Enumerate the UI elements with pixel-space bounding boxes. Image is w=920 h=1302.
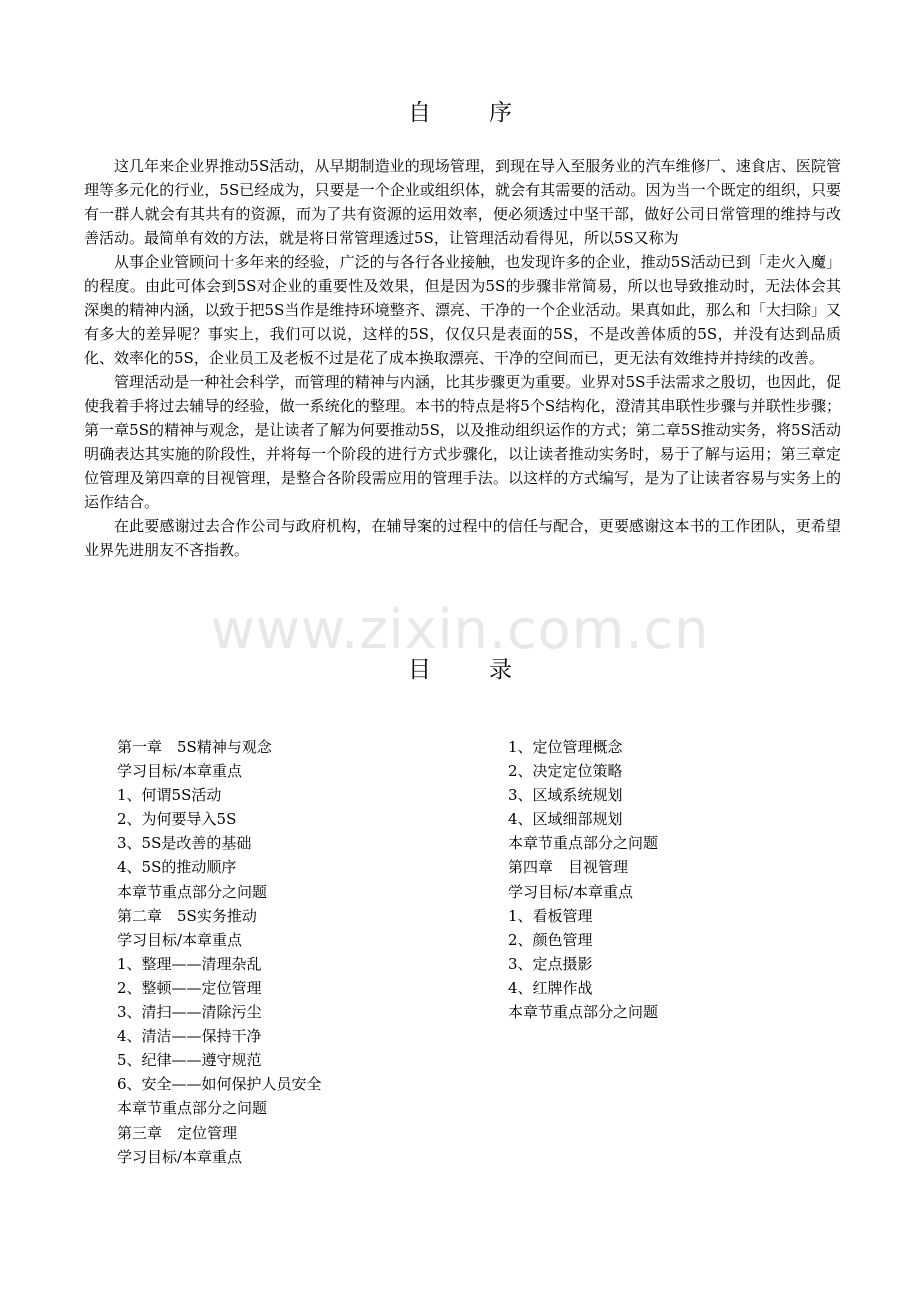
toc-entry: 2、颜色管理 [508,930,593,949]
toc-entry: 1、定位管理概念 [508,738,623,756]
toc-entry: 第一章 5S精神与观念 [117,738,272,756]
toc-entry: 4、清洁——保持干净 [117,1027,262,1046]
toc-entry: 第四章 目视管理 [508,858,629,877]
toc-entry: 2、决定定位策略 [508,762,623,781]
toc-entry: 2、整顿——定位管理 [117,978,262,997]
toc-entry: 学习目标/本章重点 [508,882,634,901]
toc-entry: 学习目标/本章重点 [117,762,243,781]
toc-entry: 5、纪律——遵守规范 [117,1051,262,1070]
toc-entry: 6、安全——如何保护人员安全 [117,1075,322,1094]
toc-entry: 2、为何要导入5S [117,810,237,829]
toc-entry: 1、整理——清理杂乱 [117,954,262,973]
preface-title: 自序 [408,100,570,126]
preface-paragraph: 在此要感谢过去合作公司与政府机构，在辅导案的过程中的信任与配合，更要感谢这本书的工作团队，更希望业界先进朋友不吝指教。 [84,517,841,559]
toc-entry: 本章节重点部分之问题 [508,834,659,853]
toc-entry: 本章节重点部分之问题 [117,882,268,901]
preface-paragraph: 管理活动是一种社会科学，而管理的精神与内涵，比其步骤更为重要。业界对5S手法需求之殷切，也因此，促使我着手将过去辅导的经验，做一系统化的整理。本书的特点是将5个S结构化，澄清其串联性步骤与并联性步骤；第一章5S的精神与观念，是让读者了解为何要推动5S，以及推动组织运作的方式；第二章5S推动实务，将5S活动明确表达其实施的阶段性，并将每一个阶段的进行方式步骤化，以让读者推动实务时，易于了解与运用；第三章定位管理及第四章的目视管理，是整合各阶段需应用的管理手法。以这样的方式编写，是为了让读者容易与实务上的运作结合。 [84,373,841,511]
preface-body [84,154,841,562]
toc-entry: 1、看板管理 [508,906,593,925]
toc-entry: 3、5S是改善的基础 [117,834,252,853]
toc-entry: 3、清扫——清除污尘 [117,1003,262,1022]
toc-right-column [508,735,848,1024]
toc-entry: 3、定点摄影 [508,954,593,973]
toc-entry: 本章节重点部分之问题 [117,1099,268,1118]
toc-entry: 4、区域细部规划 [508,810,623,829]
preface-paragraph: 这几年来企业界推动5S活动，从早期制造业的现场管理，到现在导入至服务业的汽车维修厂、速食店、医院管理等多元化的行业，5S已经成为，只要是一个企业或组织体，就会有其需要的活动。因为当一个既定的组织，只要有一群人就会有其共有的资源，而为了共有资源的运用效率，便必须透过中坚干部，做好公司日常管理的维持与改善活动。最简单有效的方法，就是将日常管理透过5S，让管理活动看得见，所以5S又称为 [84,157,841,247]
toc-entry: 4、5S的推动顺序 [117,858,237,877]
toc-left-column [117,735,477,1169]
toc-entry: 1、何谓5S活动 [117,786,222,805]
toc-entry: 4、红牌作战 [508,978,593,997]
toc-entry: 第三章 定位管理 [117,1123,238,1142]
watermark: www.zixin.com.cn [210,598,710,661]
toc-entry: 第二章 5S实务推动 [117,906,257,925]
preface-paragraph: 从事企业管顾问十多年来的经验，广泛的与各行各业接触，也发现许多的企业，推动5S活动已到「走火入魔」的程度。由此可体会到5S对企业的重要性及效果，但是因为5S的步骤非常简易，所以也导致推动时，无法体会其深奥的精神内涵，以致于把5S当作是维持环境整齐、漂亮、干净的一个企业活动。果真如此，那么和「大扫除」又有多大的差异呢？事实上，我们可以说，这样的5S，仅仅只是表面的5S，不是改善体质的5S，并没有达到品质化、效率化的5S，企业员工及老板不过是花了成本换取漂亮、干净的空间而已，更无法有效维持并持续的改善。 [84,253,841,367]
toc-entry: 学习目标/本章重点 [117,930,243,949]
toc-entry: 3、区域系统规划 [508,786,623,805]
toc-entry: 本章节重点部分之问题 [508,1003,659,1022]
toc-title: 目录 [408,657,570,683]
toc-entry: 学习目标/本章重点 [117,1147,243,1166]
